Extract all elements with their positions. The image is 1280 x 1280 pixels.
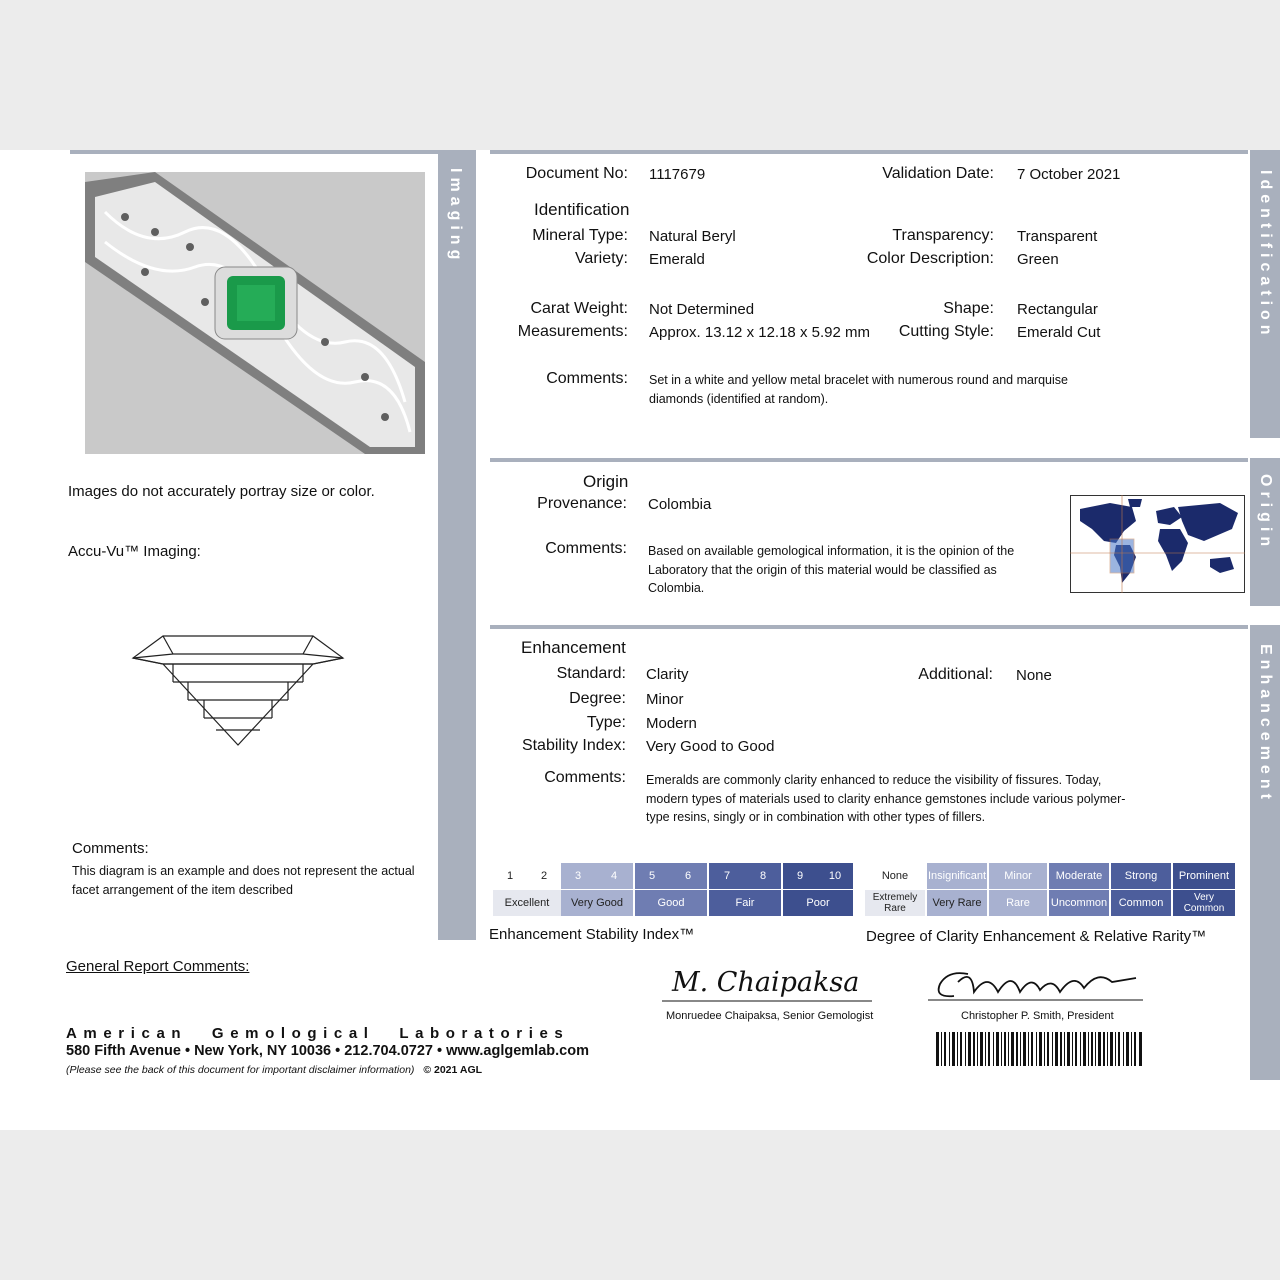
stability-grade-very-good: Very Good [561,890,633,916]
identification-heading: Identification [534,200,630,219]
additional-value: None [1016,667,1052,684]
shape-label: Shape: [943,300,994,317]
origin-section-label: Origin [1257,474,1274,552]
identification-comments-text: Set in a white and yellow metal bracelet with numerous round and marquise diamonds (identified at random). [649,373,1068,406]
lab-name: American Gemological Laboratories [66,1025,570,1042]
stability-num-10: 10 [817,863,853,889]
mineral-type-value: Natural Beryl [649,228,736,245]
clarity-degree-none: None [865,863,925,889]
bracelet-photo [85,172,425,454]
stability-num-3: 3 [561,863,595,889]
clarity-rarity-common: Common [1111,890,1171,916]
clarity-rarity-extremely-rare: Extremely Rare [865,890,925,916]
type-label: Type: [586,714,626,731]
imaging-disclaimer: Images do not accurately portray size or color. [68,483,375,500]
imaging-comments-text: This diagram is an example and does not represent the actual facet arrangement of the item described [72,864,415,897]
transparency-label: Transparency: [892,227,994,244]
standard-value: Clarity [646,666,689,683]
lab-address: 580 Fifth Avenue • New York, NY 10036 • 212.704.0727 • www.aglgemlab.com [66,1043,589,1059]
identification-top-bar [490,150,1248,154]
origin-comments-text: Based on available gemological information, it is the opinion of the Laboratory that the origin of this material would be classified as Colombia. [648,544,1015,595]
document-no-label: Document No: [525,165,628,182]
stability-num-9: 9 [783,863,817,889]
provenance-label: Provenance: [537,495,627,512]
stability-num-4: 4 [595,863,633,889]
identification-comments-label: Comments: [546,370,628,387]
identification-section-label: Identification [1257,170,1274,340]
mineral-type-label: Mineral Type: [532,227,628,244]
imaging-top-bar [70,150,438,154]
color-value: Green [1017,251,1059,268]
clarity-degree-strong: Strong [1111,863,1171,889]
provenance-value: Colombia [648,496,712,513]
cutting-label: Cutting Style: [898,323,994,340]
signature-smith-drawing [928,962,1143,1007]
document-no-value: 1117679 [649,166,706,183]
clarity-degree-minor: Minor [989,863,1047,889]
enhancement-comments-text: Emeralds are commonly clarity enhanced to reduce the visibility of fissures. Today, modern types of materials used to clarity enhance gemstones include various polymer-type resins, singly or in combination with other types of fillers. [646,773,1126,824]
shape-value: Rectangular [1017,301,1098,318]
clarity-rarity-very-rare: Very Rare [927,890,987,916]
stability-num-5: 5 [635,863,669,889]
stability-grade-fair: Fair [709,890,781,916]
measurements-label: Measurements: [517,323,628,340]
clarity-rarity-uncommon: Uncommon [1049,890,1109,916]
imaging-section-label: Imaging [447,168,464,265]
signature-chaipaksa [662,965,872,1005]
clarity-degree-prominent: Prominent [1173,863,1235,889]
accuvu-label: Accu-Vu™ Imaging: [68,543,201,560]
variety-value: Emerald [649,251,705,268]
signature-chaipaksa-script: M. Chaipaksa [672,967,860,998]
barcode [936,1032,1142,1066]
stability-num-6: 6 [669,863,707,889]
clarity-rarity-very-common: Very Common [1173,890,1235,916]
enhancement-top-bar [490,625,1248,629]
clarity-degree-moderate: Moderate [1049,863,1109,889]
degree-label: Degree: [569,690,626,707]
type-value: Modern [646,715,697,732]
additional-label: Additional: [918,666,993,683]
stability-grade-good: Good [635,890,707,916]
cutting-value: Emerald Cut [1017,324,1101,341]
carat-value: Not Determined [649,301,755,318]
carat-label: Carat Weight: [530,300,628,317]
stability-index-label: Stability Index: [521,737,626,754]
variety-label: Variety: [574,250,628,267]
enhancement-section-label: Enhancement [1257,644,1274,804]
stability-scale [493,863,853,918]
imaging-side-bar [438,150,476,940]
general-report-comments-label: General Report Comments: [66,958,250,975]
facet-diagram [128,630,348,750]
stability-num-8: 8 [745,863,781,889]
origin-comments-label: Comments: [545,540,627,557]
back-disclaimer-text: (Please see the back of this document for important disclaimer information) [66,1064,415,1076]
signer1-name: Monruedee Chaipaksa, Senior Gemologist [666,1010,874,1022]
clarity-scale [865,863,1235,918]
standard-label: Standard: [556,665,626,682]
stability-num-7: 7 [709,863,745,889]
color-label: Color Description: [866,250,994,267]
degree-value: Minor [646,691,684,708]
back-disclaimer [66,1064,482,1076]
enhancement-comments-label: Comments: [544,769,626,786]
certificate-page [0,150,1280,1130]
signature-smith [928,962,1143,1007]
stability-num-1: 1 [493,863,527,889]
imaging-comments-label: Comments: [72,840,149,857]
stability-grade-excellent: Excellent [493,890,561,916]
stability-index-value: Very Good to Good [646,738,775,755]
copyright: © 2021 AGL [423,1064,483,1076]
validation-date-value: 7 October 2021 [1017,166,1121,183]
stability-scale-title: Enhancement Stability Index™ [489,926,695,943]
transparency-value: Transparent [1017,228,1098,245]
measurements-value: Approx. 13.12 x 12.18 x 5.92 mm [649,324,870,341]
stability-num-2: 2 [527,863,561,889]
origin-top-bar [490,458,1248,462]
clarity-rarity-rare: Rare [989,890,1047,916]
clarity-scale-title: Degree of Clarity Enhancement & Relative Rarity™ [866,928,1207,945]
validation-date-label: Validation Date: [882,165,994,182]
stability-grade-poor: Poor [783,890,853,916]
enhancement-heading: Enhancement [521,638,626,657]
origin-heading: Origin [583,472,629,491]
world-map [1070,495,1245,593]
signer2-name: Christopher P. Smith, President [961,1010,1114,1022]
clarity-degree-insignificant: Insignificant [927,863,987,889]
